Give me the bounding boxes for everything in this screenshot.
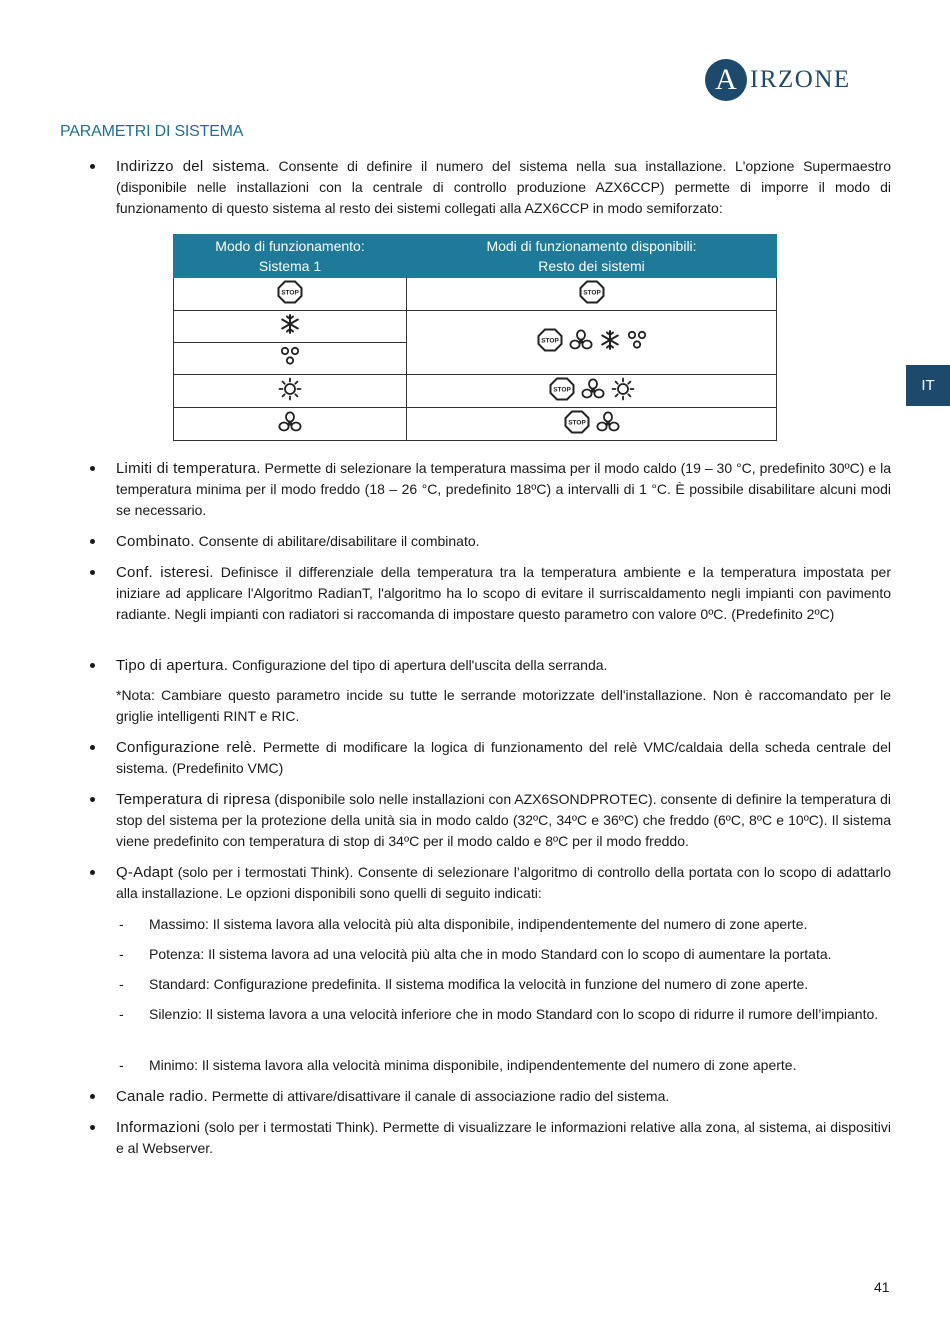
bullet-icon [90,539,95,544]
item-text: Permette di selezionare la temperatura massima per il modo caldo (19 – 30 °C, predefinito 30ºC) e la temperatura minima per il modo freddo (18 – 26 °C, predefinito 18ºC) a intervalli di 1 °C. È possibile disabilitare alcuni modi se necessario. [116,460,891,518]
param-limits [89,458,891,521]
table-row [174,278,777,311]
available-cell [564,410,620,434]
fan-icon [581,378,605,400]
item-text: Definisce il differenziale della temperatura tra la temperatura ambiente e la temperatura impostata per iniziare ad applicare l'Algoritmo RadianT, l'algoritmo ha lo scopo di evitare il surriscaldamento negli impianti con pavimento radiante. Negli impianti con radiatori si raccomanda di impostare questo parametro con valore 0ºC. (Predefinito 2ºC) [116,564,891,622]
item-text: Permette di modificare la logica di funzionamento del relè VMC/caldaia della scheda centrale del sistema. (Predefinito VMC) [116,739,891,776]
drops-icon [280,345,300,367]
available-cell [579,280,605,304]
bullet-icon [90,870,95,875]
item-term: Canale radio. [116,1088,208,1105]
section-title: PARAMETRI DI SISTEMA [60,123,244,140]
item-text: (solo per i termostati Think). Permette di visualizzare le informazioni relative alla zona, al sistema, ai dispositivi e al Webserver. [116,1119,891,1156]
sun-icon [278,377,302,401]
bullet-icon [90,797,95,802]
intro-item [89,156,891,219]
item-text: (solo per i termostati Think). Consente di selezionare l’algoritmo di controllo della portata con lo scopo di adattarlo alla installazione. Le opzioni disponibili sono quelli di seguito indicati: [116,864,891,901]
fan-icon [278,411,302,433]
param-hysteresis [89,562,891,625]
bullet-icon [90,466,95,471]
svg-text:STOP: STOP [567,419,586,426]
mode-cell [277,280,303,304]
param-qadapt [89,862,891,904]
available-cell [537,328,647,352]
bullet-icon [90,164,95,169]
sun-icon [611,377,635,401]
item-term: Informazioni [116,1119,201,1136]
bullet-icon [90,1125,95,1130]
table-row [174,408,777,441]
stop-icon [277,280,303,304]
logo-initial: A [705,59,747,101]
item-term: Configurazione relè. [116,739,257,756]
bullet-icon [90,745,95,750]
item-term: Q-Adapt [116,864,174,881]
logo-text: IRZONE [750,66,851,93]
language-tab: IT [906,365,950,406]
snowflake-icon [279,313,301,335]
mode-cell [278,377,302,401]
modes-table [173,234,777,441]
stop-icon [549,377,575,401]
note-text: *Nota: Cambiare questo parametro incide su tutte le serrande motorizzate dell'installazione. Non è raccomandato per le griglie intelligenti RINT e RIC. [116,687,891,724]
mode-cell [278,411,302,433]
item-text: Permette di attivare/disattivare il canale di associazione radio del sistema. [207,1088,670,1104]
bullet-icon [90,570,95,575]
table-row [174,311,777,343]
svg-text:STOP: STOP [552,386,571,393]
table-row [174,375,777,408]
svg-text:STOP: STOP [540,337,559,345]
bullet-icon [90,663,95,668]
qadapt-option: - Potenza: Il sistema lavora ad una velocità più alta che in modo Standard con lo scopo di aumentare la portata. [119,946,832,962]
bullet-icon [90,1094,95,1099]
qadapt-option: - Massimo: Il sistema lavora alla velocità più alta disponibile, indipendentemente del numero di zone aperte. [119,916,808,932]
airzone-logo [705,58,851,102]
drops-icon [627,329,647,351]
snowflake-icon [599,329,621,351]
param-return-temp [89,789,891,852]
qadapt-option: - Standard: Configurazione predefinita. Il sistema modifica la velocità in funzione del numero di zone aperte. [119,976,809,992]
mode-cell [279,313,301,335]
stop-icon [564,410,590,434]
available-cell [549,377,635,401]
item-term: Conf. isteresi. [116,564,214,581]
qadapt-option: - Silenzio: Il sistema lavora a una velocità inferiore che in modo Standard con lo scopo di ridurre il rumore dell’impianto. [119,1006,879,1022]
item-term: Temperatura di ripresa [116,791,271,808]
param-opening-type [89,655,891,676]
stop-icon [537,328,563,352]
svg-text:STOP: STOP [281,289,299,296]
stop-icon [579,280,605,304]
item-term: Limiti di temperatura. [116,460,261,477]
item-text: Consente di definire il numero del sistema nella sua installazione. L'opzione Supermaestro (disponibile nelle installazioni con la centrale di controllo produzione AZX6CCP) permette di imporre il modo di funzionamento di questo sistema al resto dei sistemi collegati alla AZX6CCP in modo semiforzato: [116,158,891,216]
item-text: (disponibile solo nelle installazioni con AZX6SONDPROTEC). consente di definire la temperatura di stop del sistema per la protezione della unità sia in modo caldo (32ºC, 34ºC e 36ºC) che freddo (6ºC, 8ºC e 10ºC). Il sistema viene predefinito con temperatura di stop di 34ºC per il modo caldo e 8ºC per il modo freddo. [116,791,891,849]
item-term: Indirizzo del sistema. [116,158,270,175]
table-header-mode: Modo di funzionamento: Sistema 1 [174,235,407,278]
param-info [89,1117,891,1159]
table-header-available: Modi di funzionamento disponibili: Resto dei sistemi [407,235,777,278]
item-text: Configurazione del tipo di apertura dell'uscita della serranda. [228,657,608,673]
svg-text:STOP: STOP [582,289,601,296]
qadapt-option: - Minimo: Il sistema lavora alla velocità minima disponibile, indipendentemente del numero di zone aperte. [119,1057,797,1073]
param-combined [89,531,891,552]
item-term: Combinato. [116,533,195,550]
item-term: Tipo di apertura. [116,657,229,674]
page-number: 41 [874,1279,890,1295]
mode-cell [280,345,300,367]
fan-icon [596,411,620,433]
item-text: Consente di abilitare/disabilitare il combinato. [194,533,480,549]
param-relay [89,737,891,779]
fan-icon [569,329,593,351]
param-radio-channel [89,1086,891,1107]
